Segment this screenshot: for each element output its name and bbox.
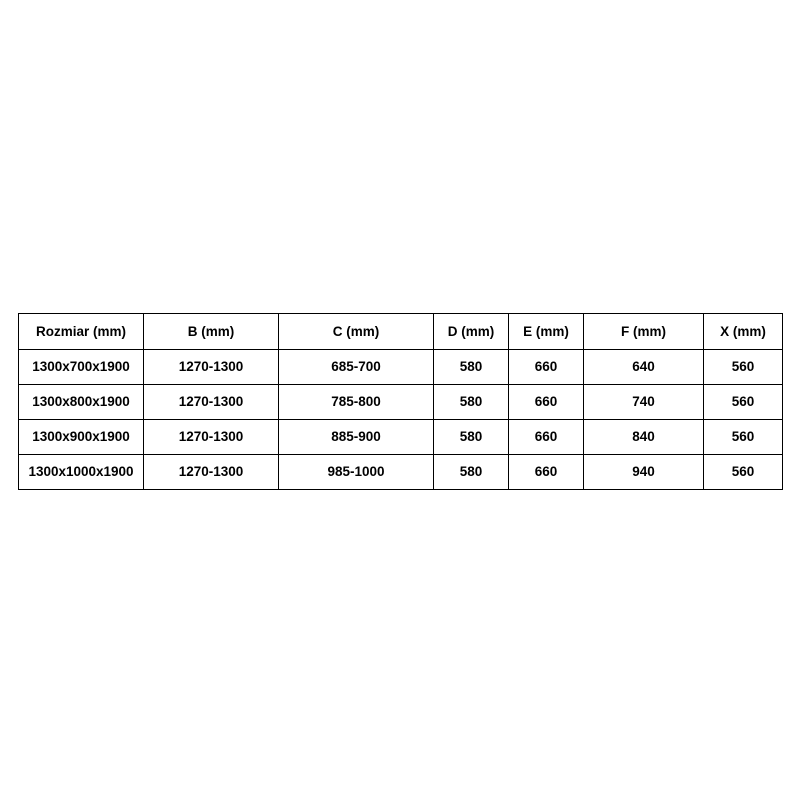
- cell-e: 660: [509, 455, 584, 490]
- cell-rozmiar: 1300x1000x1900: [19, 455, 144, 490]
- dimensions-table: [18, 313, 783, 490]
- cell-x: 560: [704, 350, 783, 385]
- table-header: [19, 314, 783, 350]
- cell-x: 560: [704, 455, 783, 490]
- cell-x: 560: [704, 420, 783, 455]
- cell-d: 580: [434, 350, 509, 385]
- cell-d: 580: [434, 385, 509, 420]
- table-row: [19, 385, 783, 420]
- table-row: [19, 455, 783, 490]
- table-row: [19, 350, 783, 385]
- cell-rozmiar: 1300x900x1900: [19, 420, 144, 455]
- cell-b: 1270-1300: [144, 350, 279, 385]
- cell-d: 580: [434, 455, 509, 490]
- column-header-x: X (mm): [704, 314, 783, 350]
- cell-f: 940: [584, 455, 704, 490]
- cell-c: 985-1000: [279, 455, 434, 490]
- table-body: [19, 350, 783, 490]
- column-header-b: B (mm): [144, 314, 279, 350]
- cell-b: 1270-1300: [144, 385, 279, 420]
- column-header-rozmiar: Rozmiar (mm): [19, 314, 144, 350]
- column-header-d: D (mm): [434, 314, 509, 350]
- cell-c: 785-800: [279, 385, 434, 420]
- cell-rozmiar: 1300x700x1900: [19, 350, 144, 385]
- cell-rozmiar: 1300x800x1900: [19, 385, 144, 420]
- cell-f: 640: [584, 350, 704, 385]
- column-header-f: F (mm): [584, 314, 704, 350]
- cell-b: 1270-1300: [144, 420, 279, 455]
- column-header-e: E (mm): [509, 314, 584, 350]
- dimensions-table-wrapper: [18, 313, 782, 490]
- cell-b: 1270-1300: [144, 455, 279, 490]
- cell-e: 660: [509, 350, 584, 385]
- cell-d: 580: [434, 420, 509, 455]
- cell-e: 660: [509, 385, 584, 420]
- table-header-row: [19, 314, 783, 350]
- cell-x: 560: [704, 385, 783, 420]
- cell-e: 660: [509, 420, 584, 455]
- cell-c: 885-900: [279, 420, 434, 455]
- cell-c: 685-700: [279, 350, 434, 385]
- cell-f: 740: [584, 385, 704, 420]
- table-row: [19, 420, 783, 455]
- cell-f: 840: [584, 420, 704, 455]
- column-header-c: C (mm): [279, 314, 434, 350]
